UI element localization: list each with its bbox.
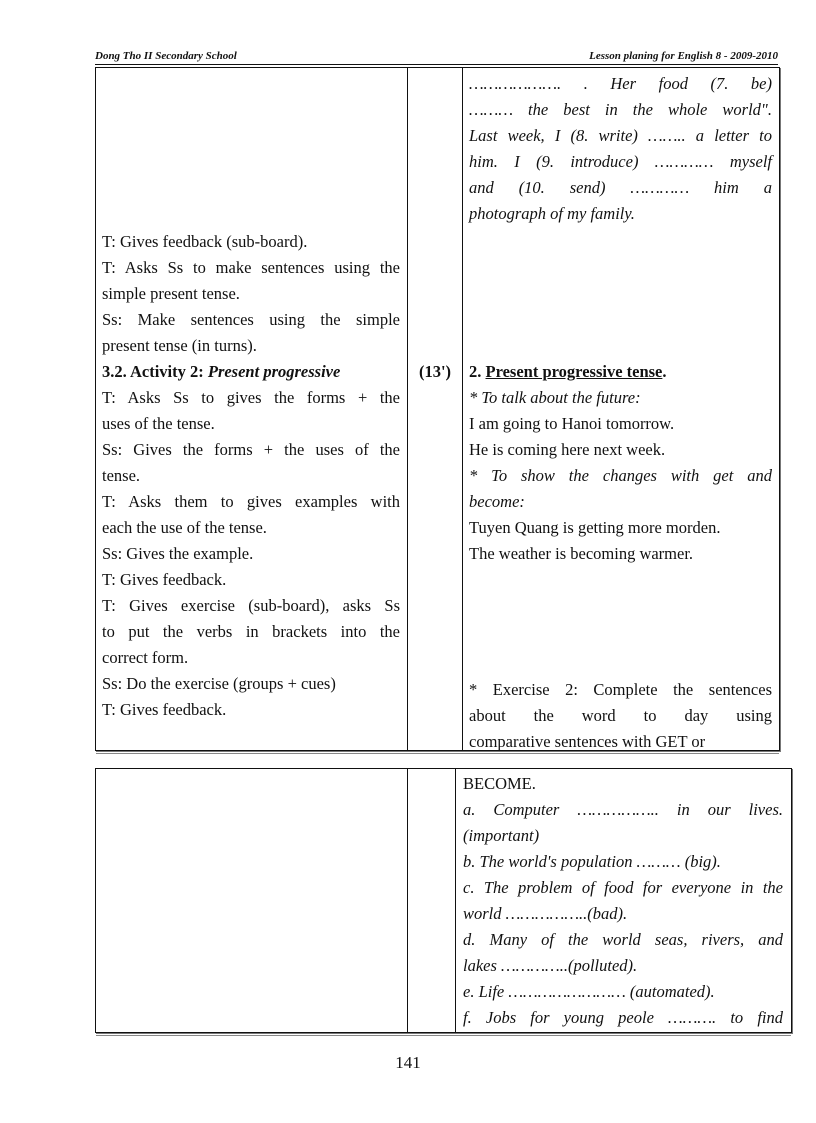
procedure-line: each the use of the tense. bbox=[102, 518, 267, 537]
content-line: become: bbox=[469, 492, 525, 511]
procedure-line: T: Asks Ss to make sentences using the bbox=[102, 258, 400, 277]
procedure-line: Ss: Make sentences using the simple bbox=[102, 310, 400, 329]
example-line: I am going to Hanoi tomorrow. bbox=[469, 414, 675, 433]
procedure-line: T: Gives feedback. bbox=[102, 700, 227, 719]
header-rule bbox=[95, 64, 778, 65]
exercise-item: f. Jobs for young peole ………. to find bbox=[463, 1008, 783, 1027]
procedure-line: tense. bbox=[102, 466, 141, 485]
procedure-line: T: Gives feedback. bbox=[102, 570, 227, 589]
exercise-item: e. Life …………………… (automated). bbox=[463, 982, 715, 1001]
exercise-line: * Exercise 2: Complete the sentences bbox=[469, 680, 772, 699]
example-line: Tuyen Quang is getting more morden. bbox=[469, 518, 721, 537]
section-number: 2. bbox=[469, 362, 482, 381]
content-line: Last week, I (8. write) …….. a letter to bbox=[469, 126, 772, 145]
content-column bbox=[469, 71, 772, 751]
procedure-line: correct form. bbox=[102, 648, 189, 667]
header-school-name: Dong Tho II Secondary School bbox=[95, 50, 237, 62]
content-column bbox=[463, 771, 783, 1031]
content-line: photograph of my family. bbox=[469, 204, 635, 223]
header-lesson-title: Lesson planing for English 8 - 2009-2010 bbox=[589, 50, 778, 62]
exercise-item: b. The world's population ……… (big). bbox=[463, 852, 721, 871]
procedure-line: to put the verbs in brackets into the bbox=[102, 622, 400, 641]
example-line: The weather is becoming warmer. bbox=[469, 544, 694, 563]
page-number: 141 bbox=[395, 1053, 421, 1072]
procedure-line: Ss: Gives the example. bbox=[102, 544, 254, 563]
content-line: * To talk about the future: bbox=[469, 388, 641, 407]
content-line: and (10. send) ………… him a bbox=[469, 178, 772, 197]
procedure-line: Ss: Gives the forms + the uses of the bbox=[102, 440, 400, 459]
exercise-line: BECOME. bbox=[463, 774, 536, 793]
activity-time: (13') bbox=[418, 362, 452, 381]
column-divider bbox=[407, 769, 408, 1032]
exercise-item: (important) bbox=[463, 826, 540, 845]
section-heading: 2. Present progressive tense. bbox=[469, 362, 667, 381]
procedure-line: T: Asks them to gives examples with bbox=[102, 492, 400, 511]
table-bottom-rule bbox=[96, 1035, 791, 1036]
exercise-line: about the word to day using bbox=[469, 706, 772, 725]
exercise-item: lakes …………..(polluted). bbox=[463, 956, 638, 975]
column-divider bbox=[407, 68, 408, 750]
content-line: ……… the best in the whole world". bbox=[469, 100, 772, 119]
content-line: ………………. . Her food (7. be) bbox=[469, 74, 772, 93]
example-line: He is coming here next week. bbox=[469, 440, 666, 459]
exercise-item: a. Computer …………….. in our lives. bbox=[463, 800, 783, 819]
procedure-line: T: Gives exercise (sub-board), asks Ss bbox=[102, 596, 400, 615]
activity-title: Present progressive bbox=[207, 362, 341, 381]
procedure-line: T: Gives feedback (sub-board). bbox=[102, 232, 308, 251]
procedure-line: present tense (in turns). bbox=[102, 336, 257, 355]
procedure-column bbox=[102, 229, 400, 749]
exercise-item: world ……………..(bad). bbox=[463, 904, 628, 923]
lesson-table-1 bbox=[95, 67, 780, 751]
content-line: him. I (9. introduce) ………… myself bbox=[469, 152, 772, 171]
time-column bbox=[408, 359, 462, 385]
exercise-item: d. Many of the world seas, rivers, and bbox=[463, 930, 783, 949]
content-line: * To show the changes with get and bbox=[469, 466, 772, 485]
procedure-line: T: Asks Ss to gives the forms + the bbox=[102, 388, 400, 407]
lesson-table-2 bbox=[95, 768, 792, 1033]
section-title: Present progressive tense bbox=[485, 362, 663, 381]
column-divider bbox=[455, 769, 456, 1032]
column-divider bbox=[462, 68, 463, 750]
procedure-line: simple present tense. bbox=[102, 284, 240, 303]
procedure-line: uses of the tense. bbox=[102, 414, 215, 433]
activity-heading bbox=[102, 359, 400, 385]
procedure-line: Ss: Do the exercise (groups + cues) bbox=[102, 674, 336, 693]
activity-label: 3.2. Activity 2: bbox=[102, 362, 204, 381]
exercise-line: comparative sentences with GET or bbox=[469, 732, 706, 751]
exercise-item: c. The problem of food for everyone in the bbox=[463, 878, 783, 897]
